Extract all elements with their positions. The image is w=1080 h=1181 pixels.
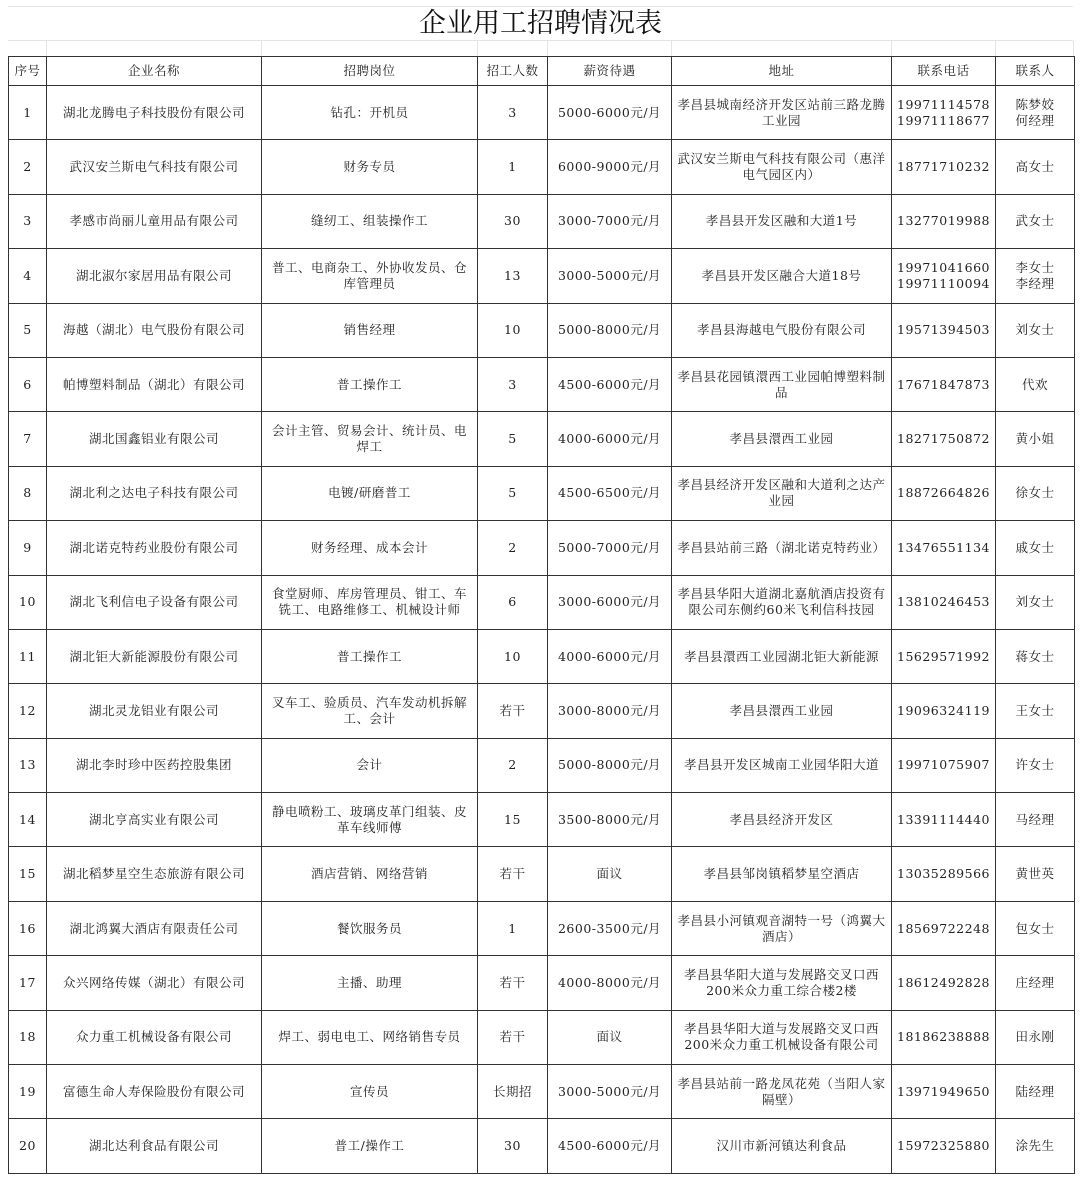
- cell-company: 湖北灵龙铝业有限公司: [47, 684, 262, 738]
- cell-salary: 3000-8000元/月: [548, 684, 672, 738]
- cell-headcount: 若干: [478, 847, 548, 901]
- cell-position: 普工操作工: [262, 357, 478, 411]
- cell-contact: 代欢: [996, 357, 1075, 411]
- header-address: 地址: [672, 57, 892, 86]
- cell-phone: 13391114440: [892, 793, 996, 847]
- cell-position: 电镀/研磨普工: [262, 466, 478, 520]
- cell-salary: 2600-3500元/月: [548, 901, 672, 955]
- cell-index: 3: [9, 194, 47, 248]
- table-row: [9, 303, 1075, 357]
- blank-row: [8, 40, 1073, 57]
- cell-headcount: 5: [478, 466, 548, 520]
- table-row: [9, 140, 1075, 194]
- cell-salary: 面议: [548, 1010, 672, 1064]
- cell-position: 焊工、弱电电工、网络销售专员: [262, 1010, 478, 1064]
- cell-phone: 19971041660 19971110094: [892, 249, 996, 303]
- cell-position: 销售经理: [262, 303, 478, 357]
- cell-headcount: 15: [478, 793, 548, 847]
- cell-contact: 刘女士: [996, 575, 1075, 629]
- cell-phone: 19971114578 19971118677: [892, 86, 996, 140]
- cell-index: 5: [9, 303, 47, 357]
- cell-index: 8: [9, 466, 47, 520]
- cell-contact: 陆经理: [996, 1065, 1075, 1119]
- cell-headcount: 13: [478, 249, 548, 303]
- cell-index: 11: [9, 629, 47, 683]
- cell-phone: 13971949650: [892, 1065, 996, 1119]
- cell-salary: 3000-5000元/月: [548, 1065, 672, 1119]
- cell-salary: 3000-6000元/月: [548, 575, 672, 629]
- cell-headcount: 10: [478, 303, 548, 357]
- cell-salary: 5000-6000元/月: [548, 86, 672, 140]
- header-contact: 联系人: [996, 57, 1075, 86]
- cell-contact: 庄经理: [996, 956, 1075, 1010]
- cell-index: 9: [9, 521, 47, 575]
- cell-index: 14: [9, 793, 47, 847]
- table-row: [9, 847, 1075, 901]
- cell-salary: 6000-9000元/月: [548, 140, 672, 194]
- table-row: [9, 249, 1075, 303]
- cell-address: 孝昌县澴西工业园湖北钜大新能源: [672, 629, 892, 683]
- table-row: [9, 412, 1075, 466]
- cell-address: 孝昌县澴西工业园: [672, 412, 892, 466]
- cell-company: 湖北稻梦星空生态旅游有限公司: [47, 847, 262, 901]
- cell-phone: 18612492828: [892, 956, 996, 1010]
- cell-address: 孝昌县城南经济开发区站前三路龙腾工业园: [672, 86, 892, 140]
- cell-address: 孝昌县站前一路龙凤花苑（当阳人家隔壁）: [672, 1065, 892, 1119]
- cell-index: 10: [9, 575, 47, 629]
- cell-position: 叉车工、验质员、汽车发动机拆解工、会计: [262, 684, 478, 738]
- cell-position: 会计: [262, 738, 478, 792]
- cell-contact: 蒋女士: [996, 629, 1075, 683]
- cell-salary: 3000-5000元/月: [548, 249, 672, 303]
- cell-headcount: 30: [478, 1119, 548, 1173]
- cell-salary: 4000-6000元/月: [548, 629, 672, 683]
- cell-phone: 15972325880: [892, 1119, 996, 1173]
- cell-phone: 18569722248: [892, 901, 996, 955]
- table-row: [9, 194, 1075, 248]
- cell-salary: 5000-7000元/月: [548, 521, 672, 575]
- cell-salary: 4500-6000元/月: [548, 357, 672, 411]
- cell-company: 武汉安兰斯电气科技有限公司: [47, 140, 262, 194]
- cell-company: 湖北淑尔家居用品有限公司: [47, 249, 262, 303]
- table-row: [9, 1010, 1075, 1064]
- cell-phone: 18271750872: [892, 412, 996, 466]
- cell-salary: 5000-8000元/月: [548, 738, 672, 792]
- cell-contact: 田永刚: [996, 1010, 1075, 1064]
- cell-index: 20: [9, 1119, 47, 1173]
- cell-contact: 黄小姐: [996, 412, 1075, 466]
- cell-headcount: 3: [478, 86, 548, 140]
- cell-company: 湖北钜大新能源股份有限公司: [47, 629, 262, 683]
- cell-headcount: 2: [478, 738, 548, 792]
- cell-phone: 15629571992: [892, 629, 996, 683]
- cell-salary: 5000-8000元/月: [548, 303, 672, 357]
- cell-phone: 19096324119: [892, 684, 996, 738]
- cell-headcount: 5: [478, 412, 548, 466]
- cell-contact: 许女士: [996, 738, 1075, 792]
- cell-headcount: 若干: [478, 1010, 548, 1064]
- cell-address: 孝昌县华阳大道湖北嘉航酒店投资有限公司东侧约60米飞利信科技园: [672, 575, 892, 629]
- cell-headcount: 1: [478, 140, 548, 194]
- cell-index: 6: [9, 357, 47, 411]
- cell-company: 湖北达利食品有限公司: [47, 1119, 262, 1173]
- cell-position: 餐饮服务员: [262, 901, 478, 955]
- cell-contact: 包女士: [996, 901, 1075, 955]
- table-row: [9, 357, 1075, 411]
- cell-company: 湖北亨高实业有限公司: [47, 793, 262, 847]
- cell-index: 1: [9, 86, 47, 140]
- cell-position: 财务专员: [262, 140, 478, 194]
- cell-salary: 3500-8000元/月: [548, 793, 672, 847]
- cell-headcount: 若干: [478, 956, 548, 1010]
- cell-address: 孝昌县经济开发区融和大道利之达产业园: [672, 466, 892, 520]
- cell-position: 会计主管、贸易会计、统计员、电焊工: [262, 412, 478, 466]
- cell-salary: 3000-7000元/月: [548, 194, 672, 248]
- cell-address: 汉川市新河镇达利食品: [672, 1119, 892, 1173]
- cell-company: 湖北李时珍中医药控股集团: [47, 738, 262, 792]
- cell-company: 湖北龙腾电子科技股份有限公司: [47, 86, 262, 140]
- cell-position: 食堂厨师、库房管理员、钳工、车铣工、电路维修工、机械设计师: [262, 575, 478, 629]
- table-row: [9, 793, 1075, 847]
- header-salary: 薪资待遇: [548, 57, 672, 86]
- cell-index: 16: [9, 901, 47, 955]
- cell-phone: 17671847873: [892, 357, 996, 411]
- cell-address: 孝昌县经济开发区: [672, 793, 892, 847]
- cell-position: 酒店营销、网络营销: [262, 847, 478, 901]
- cell-address: 孝昌县海越电气股份有限公司: [672, 303, 892, 357]
- cell-address: 孝昌县花园镇澴西工业园帕博塑料制品: [672, 357, 892, 411]
- cell-headcount: 3: [478, 357, 548, 411]
- cell-index: 7: [9, 412, 47, 466]
- cell-address: 孝昌县开发区融和大道1号: [672, 194, 892, 248]
- table-row: [9, 521, 1075, 575]
- cell-headcount: 30: [478, 194, 548, 248]
- cell-contact: 涂先生: [996, 1119, 1075, 1173]
- cell-company: 海越（湖北）电气股份有限公司: [47, 303, 262, 357]
- header-position: 招聘岗位: [262, 57, 478, 86]
- cell-index: 19: [9, 1065, 47, 1119]
- header-headcount: 招工人数: [478, 57, 548, 86]
- cell-index: 2: [9, 140, 47, 194]
- cell-index: 17: [9, 956, 47, 1010]
- header-index: 序号: [9, 57, 47, 86]
- cell-position: 普工、电商杂工、外协收发员、仓库管理员: [262, 249, 478, 303]
- cell-company: 孝感市尚丽儿童用品有限公司: [47, 194, 262, 248]
- cell-index: 13: [9, 738, 47, 792]
- cell-company: 湖北国鑫铝业有限公司: [47, 412, 262, 466]
- cell-position: 普工操作工: [262, 629, 478, 683]
- cell-address: 孝昌县邹岗镇稻梦星空酒店: [672, 847, 892, 901]
- cell-position: 普工/操作工: [262, 1119, 478, 1173]
- cell-contact: 陈梦姣 何经理: [996, 86, 1075, 140]
- page-title: 企业用工招聘情况表: [8, 6, 1073, 41]
- cell-phone: 13810246453: [892, 575, 996, 629]
- table-row: [9, 629, 1075, 683]
- cell-contact: 黄世英: [996, 847, 1075, 901]
- cell-salary: 4500-6000元/月: [548, 1119, 672, 1173]
- cell-address: 孝昌县华阳大道与发展路交叉口西200米众力重工机械设备有限公司: [672, 1010, 892, 1064]
- cell-salary: 4000-6000元/月: [548, 412, 672, 466]
- cell-company: 湖北利之达电子科技有限公司: [47, 466, 262, 520]
- cell-contact: 王女士: [996, 684, 1075, 738]
- cell-phone: 13035289566: [892, 847, 996, 901]
- cell-company: 湖北飞利信电子设备有限公司: [47, 575, 262, 629]
- cell-contact: 李女士 李经理: [996, 249, 1075, 303]
- cell-headcount: 10: [478, 629, 548, 683]
- cell-address: 孝昌县开发区融合大道18号: [672, 249, 892, 303]
- cell-address: 孝昌县小河镇观音湖特一号（鸿翼大酒店）: [672, 901, 892, 955]
- table-row: [9, 466, 1075, 520]
- cell-phone: 19971075907: [892, 738, 996, 792]
- recruitment-table: [8, 56, 1075, 1174]
- table-row: [9, 901, 1075, 955]
- cell-headcount: 长期招: [478, 1065, 548, 1119]
- cell-company: 帕博塑料制品（湖北）有限公司: [47, 357, 262, 411]
- cell-contact: 武女士: [996, 194, 1075, 248]
- cell-phone: 18186238888: [892, 1010, 996, 1064]
- cell-salary: 面议: [548, 847, 672, 901]
- cell-address: 孝昌县站前三路（湖北诺克特药业）: [672, 521, 892, 575]
- table-row: [9, 1119, 1075, 1173]
- cell-phone: 19571394503: [892, 303, 996, 357]
- cell-address: 孝昌县开发区城南工业园华阳大道: [672, 738, 892, 792]
- cell-company: 众力重工机械设备有限公司: [47, 1010, 262, 1064]
- cell-salary: 4000-8000元/月: [548, 956, 672, 1010]
- cell-company: 湖北诺克特药业股份有限公司: [47, 521, 262, 575]
- cell-company: 众兴网络传媒（湖北）有限公司: [47, 956, 262, 1010]
- table-row: [9, 86, 1075, 140]
- cell-position: 缝纫工、组装操作工: [262, 194, 478, 248]
- cell-phone: 18771710232: [892, 140, 996, 194]
- table-row: [9, 575, 1075, 629]
- cell-headcount: 1: [478, 901, 548, 955]
- cell-index: 15: [9, 847, 47, 901]
- cell-phone: 13277019988: [892, 194, 996, 248]
- cell-phone: 13476551134: [892, 521, 996, 575]
- cell-contact: 高女士: [996, 140, 1075, 194]
- cell-contact: 戚女士: [996, 521, 1075, 575]
- table-row: [9, 684, 1075, 738]
- cell-index: 12: [9, 684, 47, 738]
- cell-address: 孝昌县华阳大道与发展路交叉口西200米众力重工综合楼2楼: [672, 956, 892, 1010]
- cell-contact: 马经理: [996, 793, 1075, 847]
- cell-index: 4: [9, 249, 47, 303]
- cell-company: 富德生命人寿保险股份有限公司: [47, 1065, 262, 1119]
- table-row: [9, 1065, 1075, 1119]
- header-row: [9, 57, 1075, 86]
- cell-phone: 18872664826: [892, 466, 996, 520]
- header-phone: 联系电话: [892, 57, 996, 86]
- cell-company: 湖北鸿翼大酒店有限责任公司: [47, 901, 262, 955]
- table-row: [9, 956, 1075, 1010]
- cell-position: 静电喷粉工、玻璃皮革门组装、皮革车线师傅: [262, 793, 478, 847]
- cell-index: 18: [9, 1010, 47, 1064]
- cell-salary: 4500-6500元/月: [548, 466, 672, 520]
- cell-headcount: 2: [478, 521, 548, 575]
- cell-position: 主播、助理: [262, 956, 478, 1010]
- cell-address: 武汉安兰斯电气科技有限公司（惠洋电气园区内）: [672, 140, 892, 194]
- table-row: [9, 738, 1075, 792]
- cell-address: 孝昌县澴西工业园: [672, 684, 892, 738]
- cell-contact: 刘女士: [996, 303, 1075, 357]
- cell-position: 财务经理、成本会计: [262, 521, 478, 575]
- cell-position: 宣传员: [262, 1065, 478, 1119]
- header-company: 企业名称: [47, 57, 262, 86]
- cell-position: 钻孔：开机员: [262, 86, 478, 140]
- cell-contact: 徐女士: [996, 466, 1075, 520]
- cell-headcount: 6: [478, 575, 548, 629]
- cell-headcount: 若干: [478, 684, 548, 738]
